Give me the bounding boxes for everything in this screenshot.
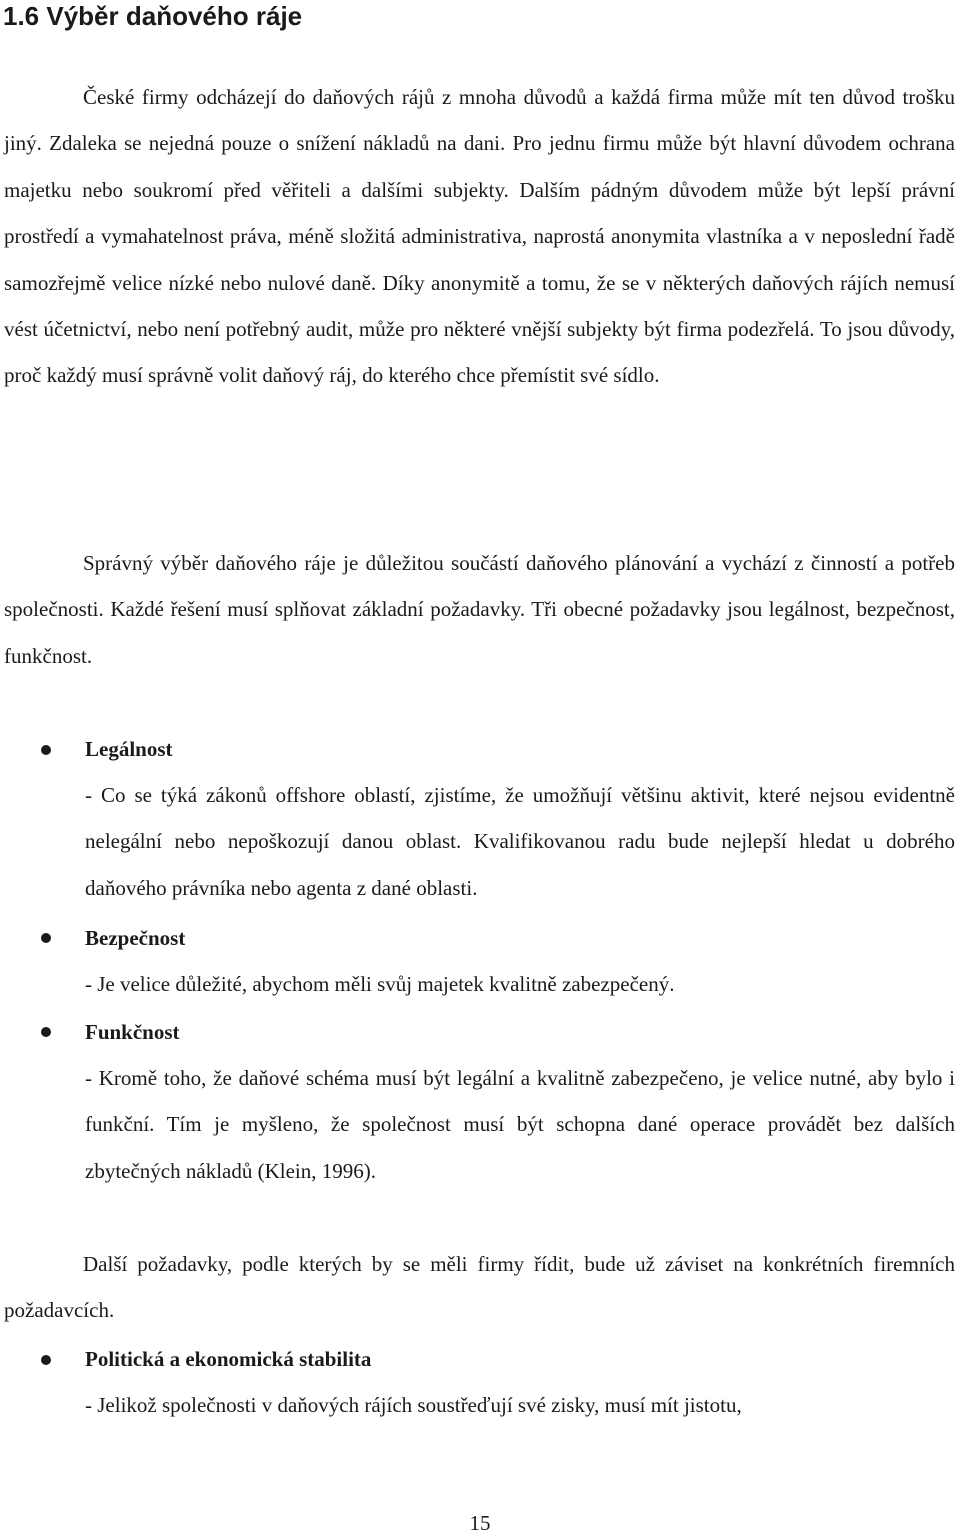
further-requirements-paragraph: Další požadavky, podle kterých by se měli firmy řídit, bude už záviset na konkrétních firemních požadavcích. [4,1252,955,1323]
page-number: 15 [469,1511,491,1535]
bullet-icon [41,1027,51,1037]
requirements-paragraph: Správný výběr daňového ráje je důležitou součástí daňového plánování a vychází z činností a potřeb společnosti. Každé řešení musí splňovat základní požadavky. Tři obecné požadavky jsou legálnost, bezpečnost, funkčnost. [4,551,955,668]
requirement-title-security: Bezpečnost [85,926,186,950]
requirement-text-stability: - Jelikož společnosti v daňových rájích soustřeďují své zisky, musí mít jistotu, [85,1393,742,1417]
requirement-text-functionality: - Kromě toho, že daňové schéma musí být legální a kvalitně zabezpečeno, je velice nutné, aby bylo i funkční. Tím je myšleno, že společnost musí být schopna dané operace provádět bez dalších zbytečných nákladů (Klein, 1996). [85,1066,955,1183]
bullet-icon [41,933,51,943]
intro-paragraph: České firmy odcházejí do daňových rájů z mnoha důvodů a každá firma může mít ten důvod trošku jiný. Zdaleka se nejedná pouze o snížení nákladů na dani. Pro jednu firmu může být hlavní důvodem ochrana majetku nebo soukromí před věřiteli a dalšími subjekty. Dalším pádným důvodem může být lepší právní prostředí a vymahatelnost práva, méně složitá administrativa, naprostá anonymita vlastníka a v neposlední řadě samozřejmě velice nízké nebo nulové daně. Díky anonymitě a tomu, že se v některých daňových rájích nemusí vést účetnictví, nebo není potřebný audit, může pro některé vnější subjekty být firma podezřelá. To jsou důvody, proč každý musí správně volit daňový ráj, do kterého chce přemístit své sídlo. [4,85,955,388]
requirement-text-security: - Je velice důležité, abychom měli svůj majetek kvalitně zabezpečený. [85,972,675,996]
requirement-title-stability: Politická a ekonomická stabilita [85,1347,372,1371]
requirement-title-functionality: Funkčnost [85,1020,180,1044]
bullet-icon [41,1355,51,1365]
bullet-icon [41,745,51,755]
requirement-title-legality: Legálnost [85,737,173,761]
requirement-text-legality: - Co se týká zákonů offshore oblastí, zjistíme, že umožňují většinu aktivit, které nejsou evidentně nelegální nebo nepoškozují danou oblast. Kvalifikovanou radu bude nejlepší hledat u dobrého daňového právníka nebo agenta z dané oblasti. [85,783,955,900]
section-heading: 1.6 Výběr daňového ráje [3,1,303,31]
